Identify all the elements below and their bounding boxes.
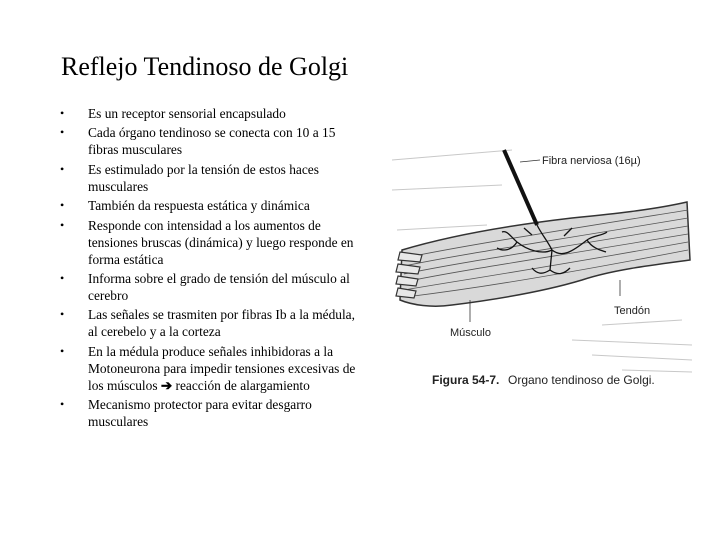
bullet-icon: • <box>60 125 65 140</box>
bullet-text: Es estimulado por la tensión de estos haces musculares <box>88 161 319 194</box>
bullet-item <box>60 217 360 268</box>
bullet-item <box>60 306 360 340</box>
label-tendon: Tendón <box>614 305 651 317</box>
muscle-tendon-bundle <box>396 202 690 306</box>
bullet-icon: • <box>60 343 65 358</box>
label-nerve-fiber: Fibra nerviosa (16µ) <box>542 155 641 167</box>
bullet-icon: • <box>60 198 65 213</box>
slide-title: Reflejo Tendinoso de Golgi <box>61 52 349 81</box>
bullet-text: En la médula produce señales inhibidoras a la Motoneurona para impedir tensiones excesivas de los músculos <box>88 343 356 393</box>
bullet-text: Mecanismo protector para evitar desgarro musculares <box>88 397 312 430</box>
bullet-item <box>60 124 360 158</box>
bullet-icon: • <box>60 217 65 232</box>
bullet-icon: • <box>60 397 65 412</box>
bullet-item <box>60 105 360 122</box>
bullet-item <box>60 197 360 214</box>
bullet-item <box>60 396 360 430</box>
bullet-icon: • <box>60 307 65 322</box>
label-muscle: Músculo <box>450 327 491 339</box>
bullet-item <box>60 270 360 304</box>
bullet-item <box>60 343 360 394</box>
bullet-text: Informa sobre el grado de tensión del músculo al cerebro <box>88 270 350 303</box>
bullet-text: También da respuesta estática y dinámica <box>88 198 310 214</box>
bullet-text: Es un receptor sensorial encapsulado <box>88 106 286 121</box>
figure-caption-text: Organo tendinoso de Golgi. <box>508 373 655 387</box>
nerve-fiber <box>504 150 537 225</box>
bullet-text: Cada órgano tendinoso se conecta con 10 a 15 fibras musculares <box>88 125 336 158</box>
bullet-icon: • <box>60 270 65 285</box>
bullet-text: Responde con intensidad a los aumentos de tensiones bruscas (dinámica) y luego responde en forma estática <box>88 217 354 267</box>
bullet-icon: • <box>60 161 65 176</box>
bullet-text-suffix: reacción de alargamiento <box>175 377 310 393</box>
golgi-organ-illustration <box>392 140 692 410</box>
figure-caption-number: Figura 54-7. <box>432 373 500 387</box>
golgi-organ-figure <box>392 140 692 410</box>
bullet-item <box>60 161 360 195</box>
bullet-list <box>60 105 360 433</box>
arrow-right-icon: ➔ <box>160 377 173 393</box>
bullet-text: Las señales se trasmiten por fibras Ib a la médula, al cerebelo y a la corteza <box>88 307 355 340</box>
bullet-icon: • <box>60 106 65 120</box>
